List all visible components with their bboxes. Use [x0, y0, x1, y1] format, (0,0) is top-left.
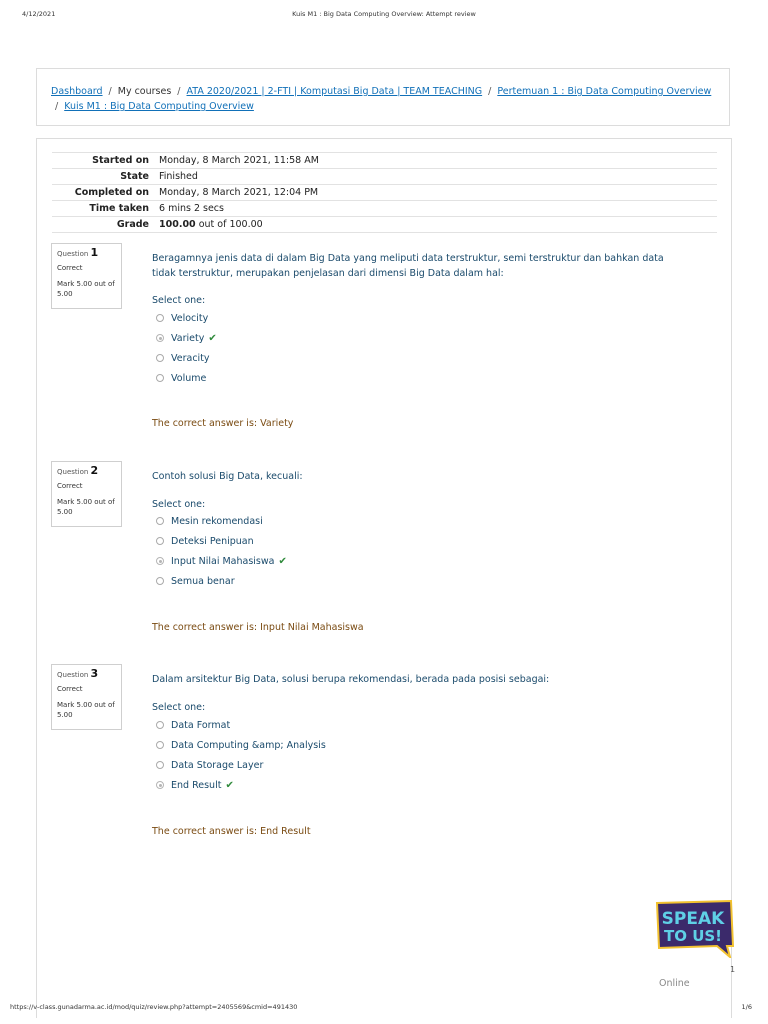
inner-page-number: 1 — [730, 965, 736, 974]
question-prefix: Question — [57, 671, 89, 679]
grade-score: 100.00 — [159, 219, 196, 230]
answer-option[interactable] — [156, 554, 287, 568]
question-prefix: Question — [57, 250, 89, 258]
radio-button[interactable] — [156, 721, 164, 729]
breadcrumb-separator: / — [55, 101, 59, 112]
summary-label: Time taken — [52, 201, 159, 217]
radio-button[interactable] — [156, 761, 164, 769]
breadcrumb-dashboard[interactable]: Dashboard — [51, 86, 103, 97]
option-label: Data Computing &amp; Analysis — [171, 739, 326, 751]
question-text-1: Beragamnya jenis data di dalam Big Data yang meliputi data terstruktur, semi terstruktur dan bahkan data tidak terstruktur, merupakan penjelasan dari dimensi Big Data dalam hal: — [152, 253, 664, 279]
question-number-value: 2 — [90, 464, 99, 477]
correct-answer-feedback: The correct answer is: Input Nilai Mahasiswa — [152, 622, 364, 633]
answer-option[interactable] — [156, 534, 254, 548]
print-url: https://v-class.gunadarma.ac.id/mod/quiz/review.php?attempt=2405569&cmid=491430 — [10, 1003, 298, 1011]
question-info-2 — [51, 461, 122, 527]
summary-value: Finished — [159, 169, 717, 185]
summary-label: Started on — [52, 153, 159, 169]
answer-option[interactable] — [156, 514, 263, 528]
print-title: Kuis M1 : Big Data Computing Overview: Attempt review — [292, 10, 476, 18]
correct-answer-feedback: The correct answer is: End Result — [152, 826, 311, 837]
answer-option[interactable] — [156, 758, 263, 772]
breadcrumb-my-courses: My courses — [117, 86, 172, 97]
option-label: Velocity — [171, 312, 209, 324]
option-label: Data Format — [171, 719, 231, 731]
option-label: Volume — [171, 372, 207, 384]
summary-value: Monday, 8 March 2021, 11:58 AM — [159, 153, 717, 169]
radio-button[interactable] — [156, 537, 164, 545]
question-info-1 — [51, 243, 122, 309]
online-status: Online — [659, 978, 690, 989]
radio-button[interactable] — [156, 741, 164, 749]
summary-value — [159, 217, 717, 233]
question-text-2: Contoh solusi Big Data, kecuali: — [152, 471, 303, 482]
option-label: Input Nilai Mahasiswa — [171, 555, 275, 567]
correct-answer-feedback: The correct answer is: Variety — [152, 418, 294, 429]
summary-value: 6 mins 2 secs — [159, 201, 717, 217]
select-one-label: Select one: — [152, 702, 206, 713]
radio-button[interactable] — [156, 314, 164, 322]
speak-line2: TO US! — [663, 927, 723, 945]
answer-option[interactable] — [156, 574, 235, 588]
print-page-number: 1/6 — [741, 1003, 752, 1011]
option-label: Semua benar — [171, 575, 235, 587]
question-text-3: Dalam arsitektur Big Data, solusi berupa rekomendasi, berada pada posisi sebagai: — [152, 674, 550, 685]
option-label: Mesin rekomendasi — [171, 515, 263, 527]
summary-row — [52, 153, 717, 169]
breadcrumb-separator: / — [108, 86, 112, 97]
question-mark: Mark 5.00 out of 5.00 — [57, 498, 115, 516]
question-prefix: Question — [57, 468, 89, 476]
radio-button-selected[interactable] — [156, 557, 164, 565]
check-icon: ✔ — [278, 555, 287, 567]
select-one-label: Select one: — [152, 499, 206, 510]
answer-option[interactable] — [156, 778, 234, 792]
answer-option[interactable] — [156, 351, 210, 365]
answer-option[interactable] — [156, 311, 208, 325]
answer-option[interactable] — [156, 331, 217, 345]
speak-line1: SPEAK — [661, 909, 725, 929]
radio-button-selected[interactable] — [156, 334, 164, 342]
question-number-value: 3 — [90, 667, 99, 680]
check-icon: ✔ — [225, 779, 234, 791]
summary-label: Completed on — [52, 185, 159, 201]
speech-bubble-icon[interactable] — [651, 900, 735, 958]
answer-option[interactable] — [156, 718, 230, 732]
question-number — [57, 248, 116, 259]
breadcrumb-course[interactable]: ATA 2020/2021 | 2-FTI | Komputasi Big Data | TEAM TEACHING — [186, 86, 483, 97]
option-label: Veracity — [171, 352, 210, 364]
print-footer — [0, 1003, 768, 1015]
attempt-summary-table — [52, 152, 717, 233]
check-icon: ✔ — [208, 332, 217, 344]
breadcrumb-section[interactable]: Pertemuan 1 : Big Data Computing Overview — [497, 86, 712, 97]
question-number — [57, 669, 116, 680]
question-state: Correct — [57, 685, 83, 693]
question-state: Correct — [57, 482, 83, 490]
summary-row — [52, 201, 717, 217]
question-mark: Mark 5.00 out of 5.00 — [57, 701, 115, 719]
question-state: Correct — [57, 264, 83, 272]
summary-row — [52, 185, 717, 201]
option-label: Data Storage Layer — [171, 759, 264, 771]
print-date: 4/12/2021 — [22, 10, 56, 18]
select-one-label: Select one: — [152, 295, 206, 306]
radio-button[interactable] — [156, 577, 164, 585]
summary-label: State — [52, 169, 159, 185]
question-mark: Mark 5.00 out of 5.00 — [57, 280, 115, 298]
summary-label: Grade — [52, 217, 159, 233]
breadcrumb-quiz[interactable]: Kuis M1 : Big Data Computing Overview — [64, 101, 254, 112]
summary-row — [52, 217, 717, 233]
radio-button[interactable] — [156, 517, 164, 525]
speak-to-us-button[interactable] — [651, 900, 735, 958]
option-label: Deteksi Penipuan — [171, 535, 254, 547]
radio-button[interactable] — [156, 354, 164, 362]
breadcrumb-separator: / — [177, 86, 181, 97]
option-label: Variety — [171, 332, 205, 344]
answer-option[interactable] — [156, 738, 326, 752]
question-info-3 — [51, 664, 122, 730]
option-label: End Result — [171, 779, 222, 791]
radio-button-selected[interactable] — [156, 781, 164, 789]
print-header — [0, 10, 768, 24]
question-number-value: 1 — [90, 246, 99, 259]
question-number — [57, 466, 116, 477]
breadcrumb-separator: / — [488, 86, 492, 97]
grade-out-of: out of 100.00 — [198, 219, 263, 230]
summary-row — [52, 169, 717, 185]
summary-value: Monday, 8 March 2021, 12:04 PM — [159, 185, 717, 201]
radio-button[interactable] — [156, 374, 164, 382]
breadcrumb — [36, 68, 730, 126]
answer-option[interactable] — [156, 371, 206, 385]
